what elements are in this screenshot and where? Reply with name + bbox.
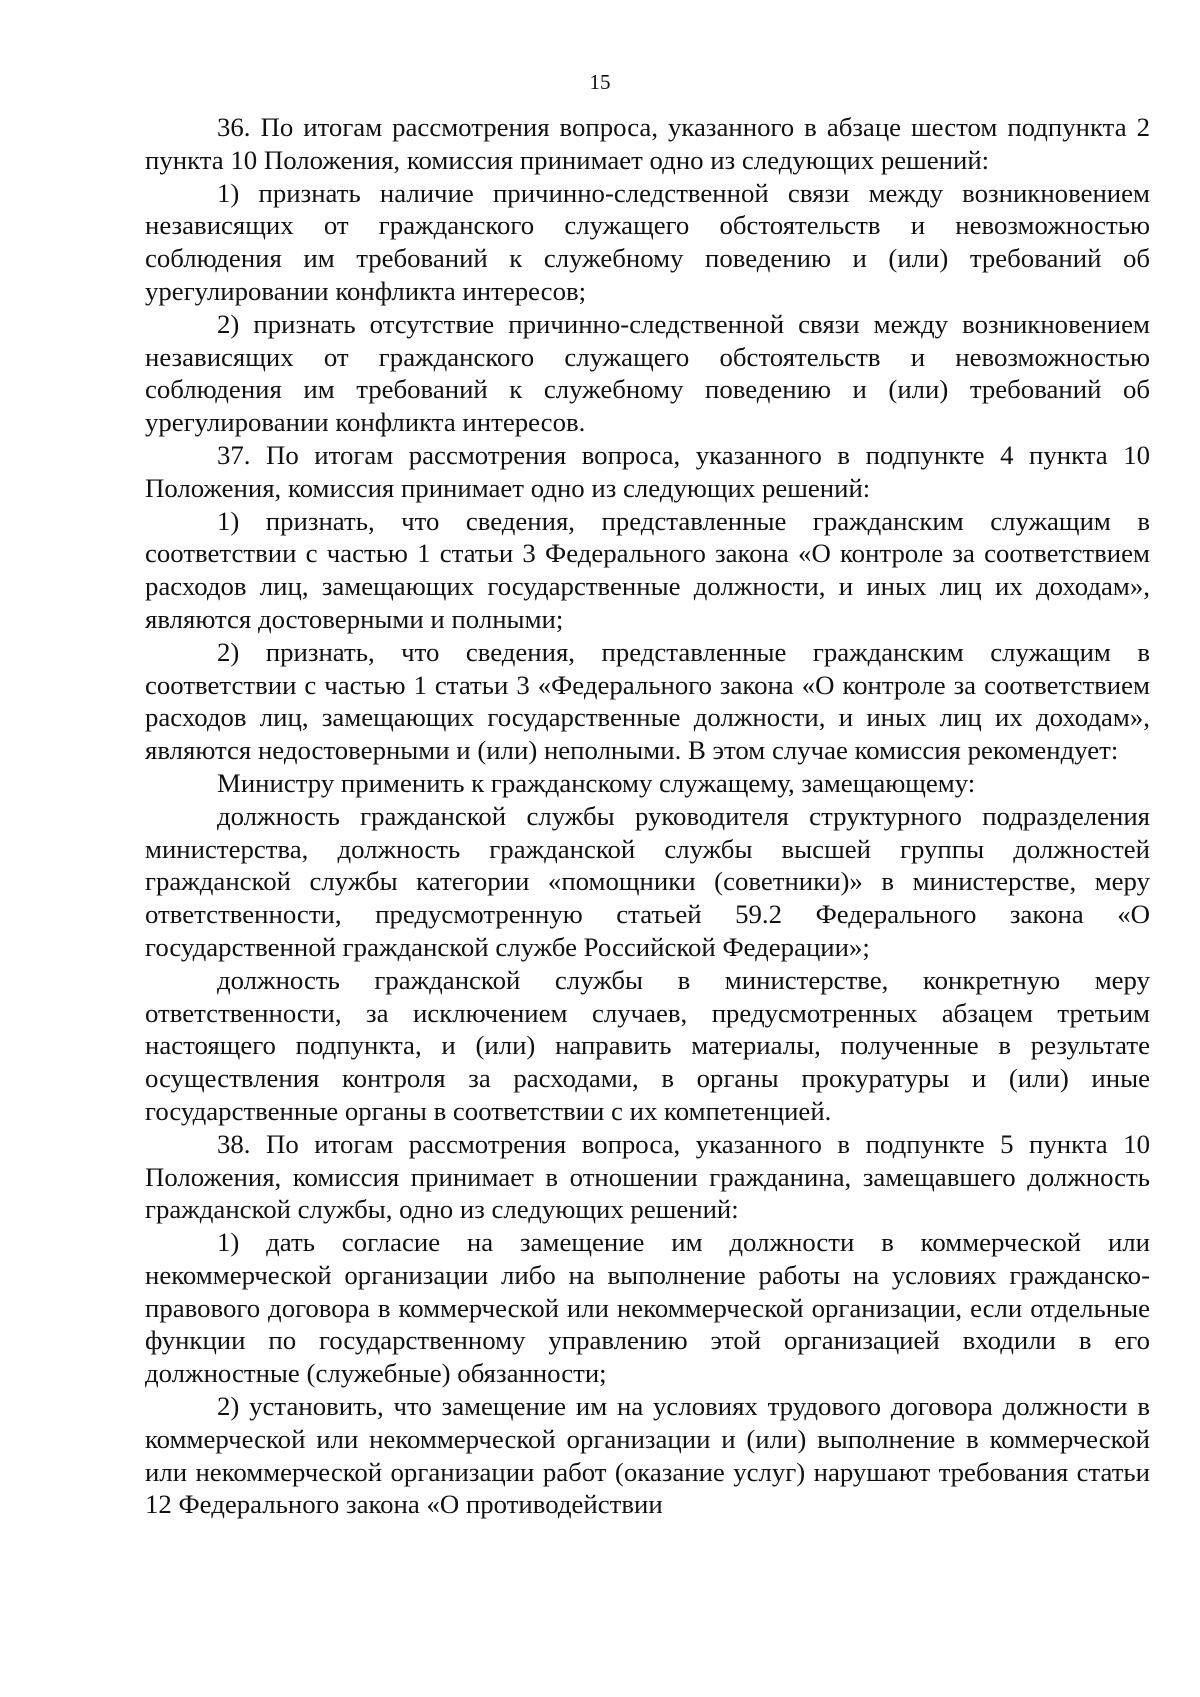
paragraph-37-minister: Министру применить к гражданскому служащему, замещающему:: [217, 767, 976, 798]
paragraph-36-item-1: 1) признать наличие причинно-следственной связи между возникновением независящих от гражданского служащего обстоятельств и невозможностью соблюдения им требований к служебному поведению и (или) требований об урегулировании конфликта интересов;: [145, 177, 1150, 306]
paragraph-37-item-2: 2) признать, что сведения, представленные гражданским служащим в соответствии с частью 1 статьи 3 «Федерального закона «О контроле за соответствием расходов лиц, замещающих государственные должности, и иных лиц их доходам», являются недостоверными и (или) неполными. В этом случае комиссия рекомендует:: [145, 636, 1150, 766]
paragraph-37: 37. По итогам рассмотрения вопроса, указанного в подпункте 4 пункта 10 Положения, комиссия принимает одно из следующих решений:: [145, 439, 1150, 503]
paragraph-37-position-other: должность гражданской службы в министерстве, конкретную меру ответственности, за исключением случаев, предусмотренных абзацем третьим настоящего подпункта, и (или) направить материалы, полученные в результате осуществления контроля за расходами, в органы прокуратуры и (или) иные государственные органы в соответствии с их компетенцией.: [145, 964, 1150, 1126]
document-body: [145, 111, 1150, 1521]
paragraph-37-item-1: 1) признать, что сведения, представленные гражданским служащим в соответствии с частью 1 статьи 3 Федерального закона «О контроле за соответствием расходов лиц, замещающих государственные должности, и иных лиц их доходам», являются достоверными и полными;: [145, 505, 1150, 634]
paragraph-38-item-1: 1) дать согласие на замещение им должности в коммерческой или некоммерческой организации либо на выполнение работы на условиях гражданско-правового договора в коммерческой или некоммерческой организации, если отдельные функции по государственному управлению этой организацией входили в его должностные (служебные) обязанности;: [145, 1227, 1150, 1389]
paragraph-36: 36. По итогам рассмотрения вопроса, указанного в абзаце шестом подпункта 2 пункта 10 Положения, комиссия принимает одно из следующих решений:: [145, 112, 1150, 175]
paragraph-38-item-2: 2) установить, что замещение им на условиях трудового договора должности в коммерческой или некоммерческой организации и (или) выполнение в коммерческой или некоммерческой организации работ (оказание услуг) нарушают требования статьи 12 Федерального закона «О противодействии: [145, 1391, 1150, 1520]
paragraph-37-position-head: должность гражданской службы руководителя структурного подразделения министерства, должность гражданской службы высшей группы должностей гражданской службы категории «помощники (советники)» в министерстве, меру ответственности, предусмотренную статьей 59.2 Федерального закона «О государственной гражданской службе Российской Федерации»;: [145, 800, 1150, 962]
paragraph-36-item-2: 2) признать отсутствие причинно-следственной связи между возникновением независящих от гражданского служащего обстоятельств и невозможностью соблюдения им требований к служебному поведению и (или) требований об урегулировании конфликта интересов.: [145, 308, 1150, 438]
paragraph-38: 38. По итогам рассмотрения вопроса, указанного в подпункте 5 пункта 10 Положения, комиссия принимает в отношении гражданина, замещавшего должность гражданской службы, одно из следующих решений:: [145, 1128, 1150, 1225]
page-number: 15: [589, 70, 611, 94]
